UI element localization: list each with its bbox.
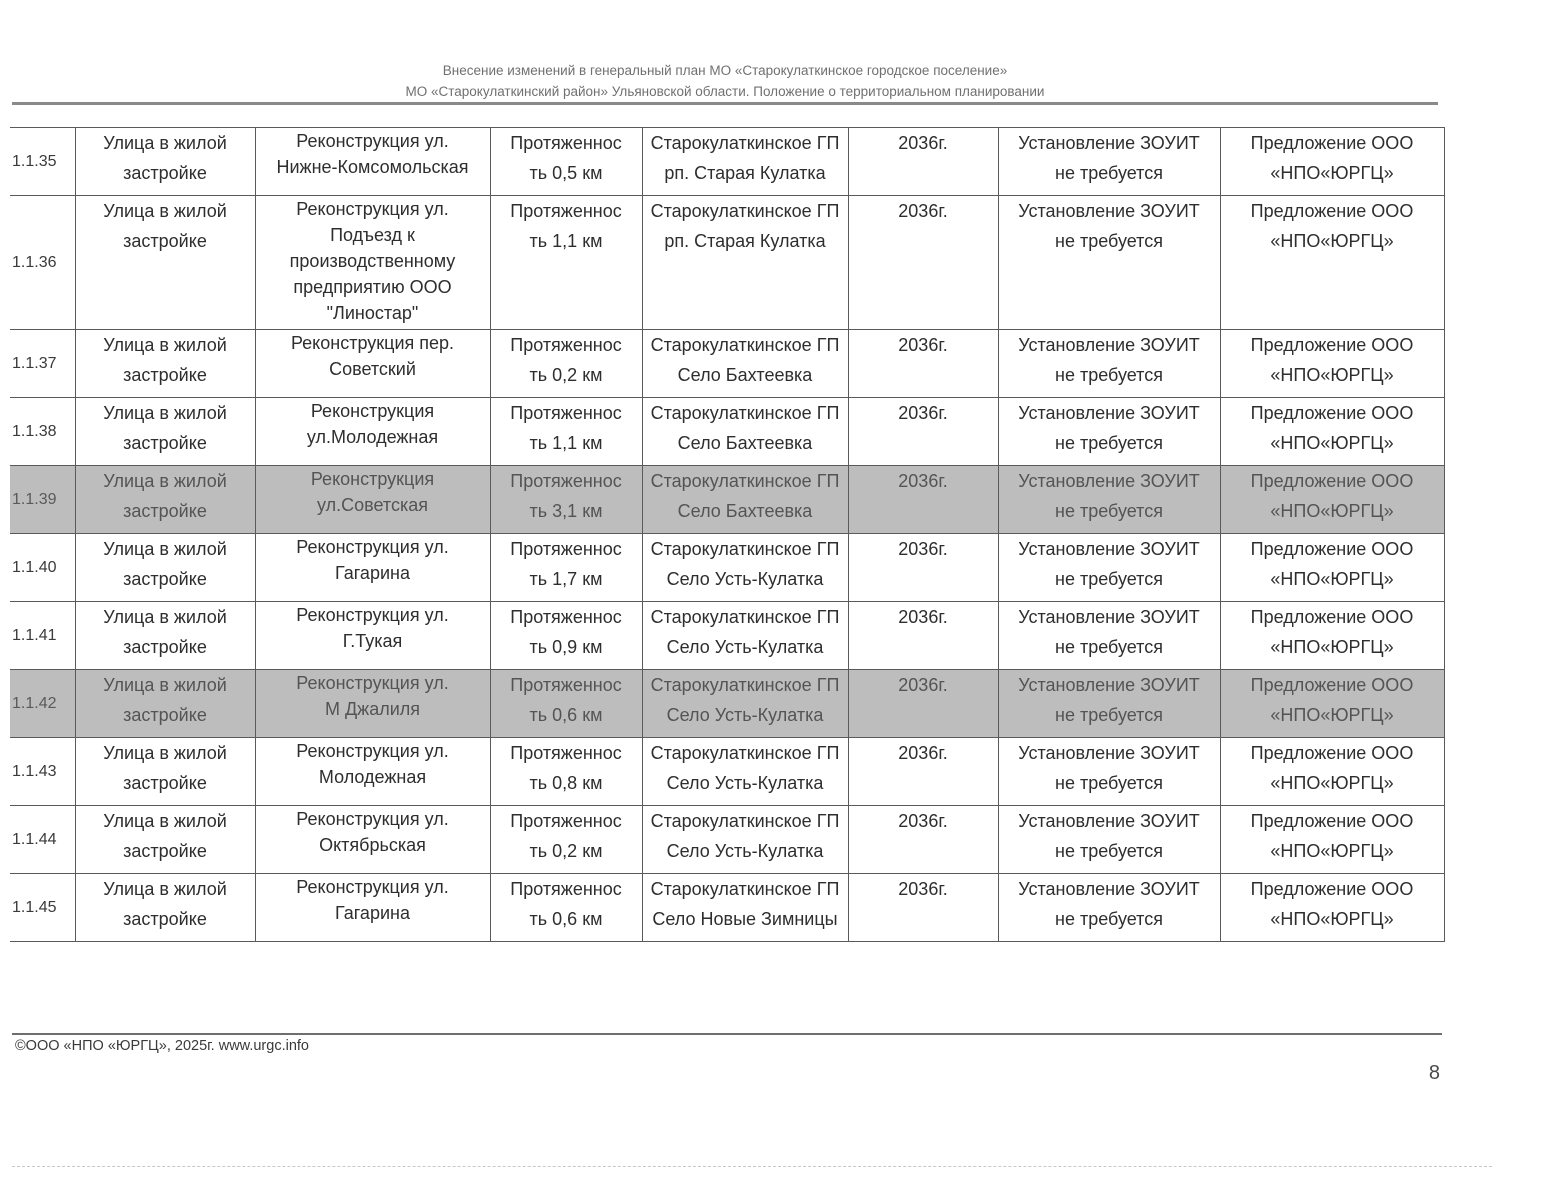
- cell-length-line: Протяженнос: [510, 879, 622, 899]
- cell-location-line: Село Бахтеевка: [677, 501, 813, 521]
- cell-number: 1.1.45: [10, 874, 75, 942]
- cell-works: [255, 874, 490, 942]
- cell-zouit: [998, 196, 1220, 330]
- cell-works-line: Гагарина: [335, 563, 410, 583]
- cell-works-line: "Линостар": [326, 303, 419, 323]
- cell-road-type-line: застройке: [123, 569, 207, 589]
- cell-number: 1.1.36: [10, 196, 75, 330]
- cell-length: [490, 670, 642, 738]
- cell-works: [255, 196, 490, 330]
- cell-zouit-line: не требуется: [1055, 365, 1163, 385]
- cell-location-line: Старокулаткинское ГП: [650, 201, 840, 221]
- cell-road-type-line: Улица в жилой: [103, 675, 227, 695]
- cell-works-line: ул.Молодежная: [306, 427, 439, 447]
- cell-zouit: [998, 534, 1220, 602]
- cell-road-type-line: застройке: [123, 231, 207, 251]
- cell-length-line: ть 0,9 км: [529, 637, 603, 657]
- cell-road-type: [75, 196, 255, 330]
- cell-zouit-line: не требуется: [1055, 841, 1163, 861]
- cell-works-line: Реконструкция ул.: [296, 877, 449, 897]
- table-row: [10, 534, 1444, 602]
- cell-year: 2036г.: [848, 196, 998, 330]
- cell-road-type: [75, 398, 255, 466]
- cell-works-line: Реконструкция ул.: [296, 537, 449, 557]
- table-row: [10, 196, 1444, 330]
- cell-source-line: Предложение ООО: [1250, 403, 1414, 423]
- cell-length-line: Протяженнос: [510, 743, 622, 763]
- cell-source-line: «НПО«ЮРГЦ»: [1270, 841, 1394, 861]
- cell-year: 2036г.: [848, 602, 998, 670]
- cell-road-type: [75, 670, 255, 738]
- cell-length-line: ть 0,5 км: [529, 163, 603, 183]
- table-row: [10, 670, 1444, 738]
- cell-location: [642, 534, 848, 602]
- cell-source-line: «НПО«ЮРГЦ»: [1270, 909, 1394, 929]
- cell-location-line: Село Усть-Кулатка: [666, 841, 824, 861]
- cell-zouit-line: Установление ЗОУИТ: [1018, 811, 1200, 831]
- cell-zouit-line: не требуется: [1055, 637, 1163, 657]
- cell-source-line: Предложение ООО: [1250, 879, 1414, 899]
- cell-year: 2036г.: [848, 398, 998, 466]
- cell-zouit-line: Установление ЗОУИТ: [1018, 403, 1200, 423]
- cell-works: [255, 534, 490, 602]
- cell-number: 1.1.40: [10, 534, 75, 602]
- cell-length-line: ть 0,8 км: [529, 773, 603, 793]
- cell-location-line: рп. Старая Кулатка: [664, 231, 826, 251]
- cell-road-type-line: Улица в жилой: [103, 201, 227, 221]
- cell-road-type-line: застройке: [123, 705, 207, 725]
- cell-source-line: Предложение ООО: [1250, 743, 1414, 763]
- cell-year: 2036г.: [848, 738, 998, 806]
- cell-works-line: Нижне-Комсомольская: [276, 157, 469, 177]
- cell-source-line: Предложение ООО: [1250, 335, 1414, 355]
- cell-location-line: Старокулаткинское ГП: [650, 335, 840, 355]
- cell-road-type: [75, 466, 255, 534]
- table-row: [10, 330, 1444, 398]
- cell-road-type-line: застройке: [123, 909, 207, 929]
- cell-number: 1.1.42: [10, 670, 75, 738]
- cell-works-line: предприятию ООО: [293, 277, 452, 297]
- cell-road-type-line: застройке: [123, 841, 207, 861]
- cell-source: [1220, 398, 1444, 466]
- cell-source-line: Предложение ООО: [1250, 133, 1414, 153]
- cell-length-line: ть 0,6 км: [529, 705, 603, 725]
- cell-source: [1220, 196, 1444, 330]
- cell-zouit-line: не требуется: [1055, 569, 1163, 589]
- cell-road-type-line: Улица в жилой: [103, 879, 227, 899]
- table-row: [10, 806, 1444, 874]
- table-row: [10, 398, 1444, 466]
- cell-road-type-line: Улица в жилой: [103, 471, 227, 491]
- cell-length-line: Протяженнос: [510, 133, 622, 153]
- cell-year: 2036г.: [848, 330, 998, 398]
- cell-length: [490, 534, 642, 602]
- cell-year: 2036г.: [848, 670, 998, 738]
- cell-location-line: Старокулаткинское ГП: [650, 403, 840, 423]
- cell-road-type: [75, 534, 255, 602]
- cell-length-line: ть 1,7 км: [529, 569, 603, 589]
- cell-zouit-line: не требуется: [1055, 433, 1163, 453]
- cell-zouit-line: Установление ЗОУИТ: [1018, 335, 1200, 355]
- cell-length-line: ть 3,1 км: [529, 501, 603, 521]
- cell-source-line: «НПО«ЮРГЦ»: [1270, 365, 1394, 385]
- planning-table: [10, 127, 1445, 942]
- footer-copyright: ©ООО «НПО «ЮРГЦ», 2025г. www.urgc.info: [15, 1038, 309, 1054]
- cell-location-line: Старокулаткинское ГП: [650, 539, 840, 559]
- cell-length: [490, 738, 642, 806]
- cell-number: 1.1.41: [10, 602, 75, 670]
- cell-zouit-line: не требуется: [1055, 773, 1163, 793]
- cell-zouit: [998, 738, 1220, 806]
- cell-zouit-line: не требуется: [1055, 163, 1163, 183]
- cell-zouit-line: Установление ЗОУИТ: [1018, 743, 1200, 763]
- cell-length-line: Протяженнос: [510, 539, 622, 559]
- cell-zouit-line: не требуется: [1055, 501, 1163, 521]
- cell-length-line: Протяженнос: [510, 471, 622, 491]
- cell-source-line: Предложение ООО: [1250, 811, 1414, 831]
- cell-source: [1220, 806, 1444, 874]
- cell-location: [642, 602, 848, 670]
- cell-source-line: «НПО«ЮРГЦ»: [1270, 569, 1394, 589]
- cell-zouit: [998, 874, 1220, 942]
- cell-works-line: Реконструкция ул.: [296, 605, 449, 625]
- cell-works: [255, 330, 490, 398]
- cell-zouit: [998, 330, 1220, 398]
- table-row: [10, 602, 1444, 670]
- cell-works-line: ул.Советская: [317, 495, 428, 515]
- cell-length-line: ть 0,6 км: [529, 909, 603, 929]
- cell-length: [490, 874, 642, 942]
- cell-location: [642, 670, 848, 738]
- cell-road-type-line: Улица в жилой: [103, 743, 227, 763]
- header-line-1: Внесение изменений в генеральный план МО «Старокулаткинское городское поселение»: [442, 63, 1008, 78]
- cell-zouit: [998, 128, 1220, 196]
- document-header: [12, 60, 1438, 102]
- cell-length-line: Протяженнос: [510, 335, 622, 355]
- cell-location-line: Село Усть-Кулатка: [666, 773, 824, 793]
- table-row: [10, 874, 1444, 942]
- cell-length: [490, 398, 642, 466]
- cell-source-line: «НПО«ЮРГЦ»: [1270, 705, 1394, 725]
- cell-length: [490, 128, 642, 196]
- cell-location: [642, 806, 848, 874]
- cell-length-line: ть 0,2 км: [529, 365, 603, 385]
- cell-works-line: М Джалиля: [324, 699, 421, 719]
- cell-road-type-line: Улица в жилой: [103, 403, 227, 423]
- cell-zouit-line: Установление ЗОУИТ: [1018, 675, 1200, 695]
- cell-road-type-line: застройке: [123, 163, 207, 183]
- cell-number: 1.1.43: [10, 738, 75, 806]
- cell-road-type-line: застройке: [123, 365, 207, 385]
- cell-zouit-line: не требуется: [1055, 231, 1163, 251]
- cell-road-type-line: застройке: [123, 773, 207, 793]
- footer-divider: [12, 1033, 1442, 1035]
- cell-source: [1220, 602, 1444, 670]
- cell-works: [255, 670, 490, 738]
- cell-number: 1.1.35: [10, 128, 75, 196]
- cell-length-line: Протяженнос: [510, 811, 622, 831]
- cell-location-line: рп. Старая Кулатка: [664, 163, 826, 183]
- cell-year: 2036г.: [848, 534, 998, 602]
- cell-works: [255, 806, 490, 874]
- cell-source-line: Предложение ООО: [1250, 675, 1414, 695]
- cell-length-line: Протяженнос: [510, 403, 622, 423]
- cell-zouit-line: Установление ЗОУИТ: [1018, 133, 1200, 153]
- cell-length: [490, 196, 642, 330]
- cell-works-line: Реконструкция пер.: [290, 333, 455, 353]
- scan-edge-line: [12, 1166, 1492, 1167]
- cell-source-line: «НПО«ЮРГЦ»: [1270, 637, 1394, 657]
- cell-source-line: «НПО«ЮРГЦ»: [1270, 163, 1394, 183]
- cell-location-line: Село Усть-Кулатка: [666, 637, 824, 657]
- cell-year: 2036г.: [848, 806, 998, 874]
- cell-source-line: Предложение ООО: [1250, 201, 1414, 221]
- cell-zouit-line: Установление ЗОУИТ: [1018, 879, 1200, 899]
- cell-road-type-line: Улица в жилой: [103, 811, 227, 831]
- cell-number: 1.1.37: [10, 330, 75, 398]
- cell-source: [1220, 670, 1444, 738]
- cell-location: [642, 398, 848, 466]
- cell-works: [255, 738, 490, 806]
- cell-source-line: Предложение ООО: [1250, 607, 1414, 627]
- cell-location: [642, 330, 848, 398]
- cell-works: [255, 602, 490, 670]
- cell-location-line: Село Усть-Кулатка: [666, 705, 824, 725]
- cell-works-line: Молодежная: [318, 767, 427, 787]
- cell-road-type-line: Улица в жилой: [103, 607, 227, 627]
- cell-works-line: Реконструкция: [310, 469, 435, 489]
- cell-road-type: [75, 806, 255, 874]
- cell-source: [1220, 534, 1444, 602]
- cell-length-line: ть 1,1 км: [529, 231, 603, 251]
- cell-works-line: Реконструкция ул.: [296, 673, 449, 693]
- cell-source-line: Предложение ООО: [1250, 471, 1414, 491]
- cell-location-line: Старокулаткинское ГП: [650, 879, 840, 899]
- cell-road-type: [75, 128, 255, 196]
- cell-source: [1220, 128, 1444, 196]
- table-row: [10, 128, 1444, 196]
- cell-zouit-line: Установление ЗОУИТ: [1018, 471, 1200, 491]
- cell-year: 2036г.: [848, 874, 998, 942]
- cell-road-type: [75, 874, 255, 942]
- cell-length: [490, 330, 642, 398]
- cell-location: [642, 874, 848, 942]
- cell-length-line: Протяженнос: [510, 607, 622, 627]
- cell-road-type-line: Улица в жилой: [103, 539, 227, 559]
- cell-zouit: [998, 466, 1220, 534]
- cell-number: 1.1.39: [10, 466, 75, 534]
- header-divider: [12, 102, 1438, 105]
- cell-source: [1220, 330, 1444, 398]
- cell-road-type: [75, 738, 255, 806]
- cell-year: 2036г.: [848, 466, 998, 534]
- cell-works-line: Реконструкция ул.: [296, 199, 449, 219]
- cell-length: [490, 602, 642, 670]
- header-line-2: МО «Старокулаткинский район» Ульяновской области. Положение о территориальном планировании: [405, 84, 1045, 99]
- cell-location: [642, 128, 848, 196]
- cell-location-line: Старокулаткинское ГП: [650, 607, 840, 627]
- cell-works: [255, 398, 490, 466]
- cell-road-type-line: Улица в жилой: [103, 133, 227, 153]
- cell-road-type: [75, 330, 255, 398]
- cell-road-type-line: застройке: [123, 433, 207, 453]
- cell-source: [1220, 466, 1444, 534]
- cell-length-line: Протяженнос: [510, 675, 622, 695]
- table-body: [10, 128, 1444, 942]
- cell-source: [1220, 874, 1444, 942]
- cell-location-line: Село Бахтеевка: [677, 433, 813, 453]
- cell-number: 1.1.44: [10, 806, 75, 874]
- cell-location: [642, 738, 848, 806]
- cell-works-line: Реконструкция: [310, 401, 435, 421]
- cell-source-line: Предложение ООО: [1250, 539, 1414, 559]
- cell-zouit-line: не требуется: [1055, 909, 1163, 929]
- cell-source-line: «НПО«ЮРГЦ»: [1270, 501, 1394, 521]
- cell-location: [642, 196, 848, 330]
- cell-zouit: [998, 806, 1220, 874]
- cell-location-line: Старокулаткинское ГП: [650, 675, 840, 695]
- table-row: [10, 738, 1444, 806]
- cell-works-line: Советский: [329, 359, 416, 379]
- cell-works-line: Реконструкция ул.: [296, 131, 449, 151]
- cell-length-line: ть 1,1 км: [529, 433, 603, 453]
- cell-location: [642, 466, 848, 534]
- cell-source-line: «НПО«ЮРГЦ»: [1270, 433, 1394, 453]
- cell-length: [490, 466, 642, 534]
- cell-zouit-line: Установление ЗОУИТ: [1018, 201, 1200, 221]
- cell-works-line: Реконструкция ул.: [296, 809, 449, 829]
- cell-works-line: Реконструкция ул.: [296, 741, 449, 761]
- cell-zouit: [998, 602, 1220, 670]
- cell-zouit-line: Установление ЗОУИТ: [1018, 607, 1200, 627]
- cell-road-type: [75, 602, 255, 670]
- cell-location-line: Старокулаткинское ГП: [650, 811, 840, 831]
- cell-source-line: «НПО«ЮРГЦ»: [1270, 773, 1394, 793]
- cell-location-line: Старокулаткинское ГП: [650, 133, 840, 153]
- cell-works-line: Подъезд к: [330, 225, 415, 245]
- cell-length-line: Протяженнос: [510, 201, 622, 221]
- cell-source: [1220, 738, 1444, 806]
- cell-zouit: [998, 670, 1220, 738]
- cell-road-type-line: застройке: [123, 637, 207, 657]
- cell-source-line: «НПО«ЮРГЦ»: [1270, 231, 1394, 251]
- cell-length-line: ть 0,2 км: [529, 841, 603, 861]
- cell-location-line: Село Новые Зимницы: [652, 909, 838, 929]
- cell-works: [255, 466, 490, 534]
- cell-location-line: Старокулаткинское ГП: [650, 471, 840, 491]
- cell-works-line: Октябрьская: [319, 835, 426, 855]
- cell-year: 2036г.: [848, 128, 998, 196]
- cell-works-line: Гагарина: [335, 903, 410, 923]
- cell-location-line: Село Усть-Кулатка: [666, 569, 824, 589]
- cell-zouit-line: Установление ЗОУИТ: [1018, 539, 1200, 559]
- cell-works-line: Г.Тукая: [342, 631, 403, 651]
- cell-works-line: производственному: [289, 251, 456, 271]
- cell-location-line: Село Бахтеевка: [677, 365, 813, 385]
- cell-location-line: Старокулаткинское ГП: [650, 743, 840, 763]
- table-row: [10, 466, 1444, 534]
- cell-road-type-line: Улица в жилой: [103, 335, 227, 355]
- cell-number: 1.1.38: [10, 398, 75, 466]
- cell-length: [490, 806, 642, 874]
- cell-zouit-line: не требуется: [1055, 705, 1163, 725]
- cell-zouit: [998, 398, 1220, 466]
- page-number: 8: [1428, 1062, 1440, 1084]
- cell-works: [255, 128, 490, 196]
- cell-road-type-line: застройке: [123, 501, 207, 521]
